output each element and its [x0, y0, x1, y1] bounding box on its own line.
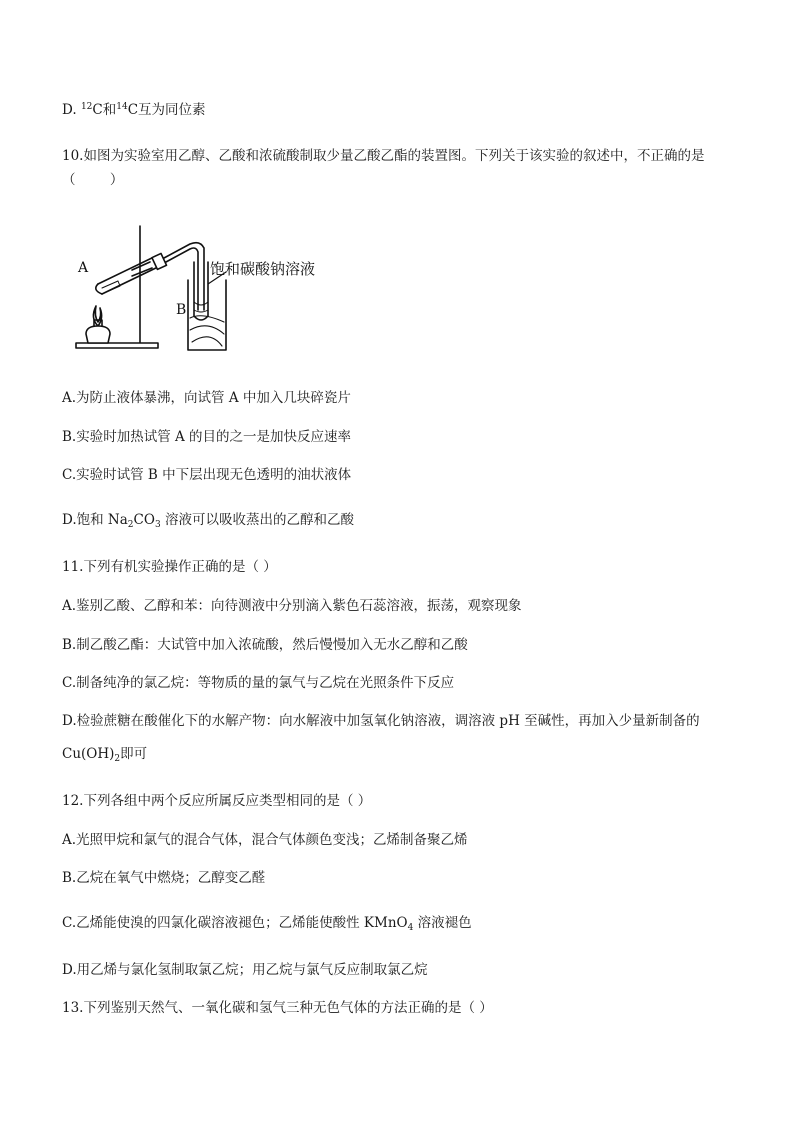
solution-caption: 饱和碳酸钠溶液: [210, 260, 316, 278]
tube-b-liquid: [194, 302, 208, 312]
delivery-tube: [164, 243, 204, 310]
q10-option-a: A.为防止液体暴沸，向试管 A 中加入几块碎瓷片: [62, 390, 351, 406]
q12-stem: 12.下列各组中两个反应所属反应类型相同的是（ ）: [62, 793, 372, 809]
q11-option-d-cont: $Cu(OH)_2$即可: [62, 746, 148, 764]
q10-option-d: D.饱和 $Na_2CO_3$ 溶液可以吸收蒸出的乙醇和乙酸: [62, 512, 354, 530]
q12-option-d: D.用乙烯与氯化氢制取氯乙烷；用乙烷与氯气反应制取氯乙烷: [62, 962, 428, 978]
stopper: [152, 253, 167, 269]
q12-option-a: A.光照甲烷和氯气的混合气体，混合气体颜色变浅；乙烯制备聚乙烯: [62, 832, 468, 848]
q10-option-b: B.实验时加热试管 A 的目的之一是加快反应速率: [62, 429, 352, 445]
test-tube-a-bottom: [96, 284, 102, 294]
q9-option-d: D. $^{12}$C和$^{14}$C互为同位素: [62, 102, 206, 118]
ester-apparatus-diagram: [72, 222, 372, 357]
label-b: B: [176, 302, 187, 318]
beaker-water: [190, 316, 224, 346]
q12-option-c: C.乙烯能使溴的四氯化碳溶液褪色；乙烯能使酸性 KMnO$_4$ 溶液褪色: [62, 915, 472, 933]
q11-option-c: C.制备纯净的氯乙烷：等物质的量的氯气与乙烷在光照条件下反应: [62, 675, 455, 691]
q11-option-a: A.鉴别乙酸、乙醇和苯：向待测液中分别滴入紫色石蕊溶液，振荡，观察现象: [62, 598, 522, 614]
q12-option-b: B.乙烷在氧气中燃烧；乙醇变乙醛: [62, 870, 266, 886]
tube-a-liquid: [102, 281, 120, 293]
q11-option-d: D.检验蔗糖在酸催化下的水解产物：向水解液中加氢氧化钠溶液，调溶液 pH 至碱性，再加入少量新制备的: [62, 713, 700, 729]
q10-answer-paren: （ ）: [62, 172, 124, 188]
q13-stem: 13.下列鉴别天然气、一氧化碳和氢气三种无色气体的方法正确的是（ ）: [62, 1000, 493, 1016]
q10-option-c: C.实验时试管 B 中下层出现无色透明的油状液体: [62, 467, 352, 483]
alcohol-lamp: [86, 326, 110, 343]
q11-option-b: B.制乙酸乙酯：大试管中加入浓硫酸，然后慢慢加入无水乙醇和乙酸: [62, 637, 468, 653]
q11-stem: 11.下列有机实验操作正确的是（ ）: [62, 559, 277, 575]
q10-stem: 10.如图为实验室用乙醇、乙酸和浓硫酸制取少量乙酸乙酯的装置图。下列关于该实验的叙述中，不正确的是: [62, 148, 705, 164]
label-a: A: [78, 260, 89, 276]
